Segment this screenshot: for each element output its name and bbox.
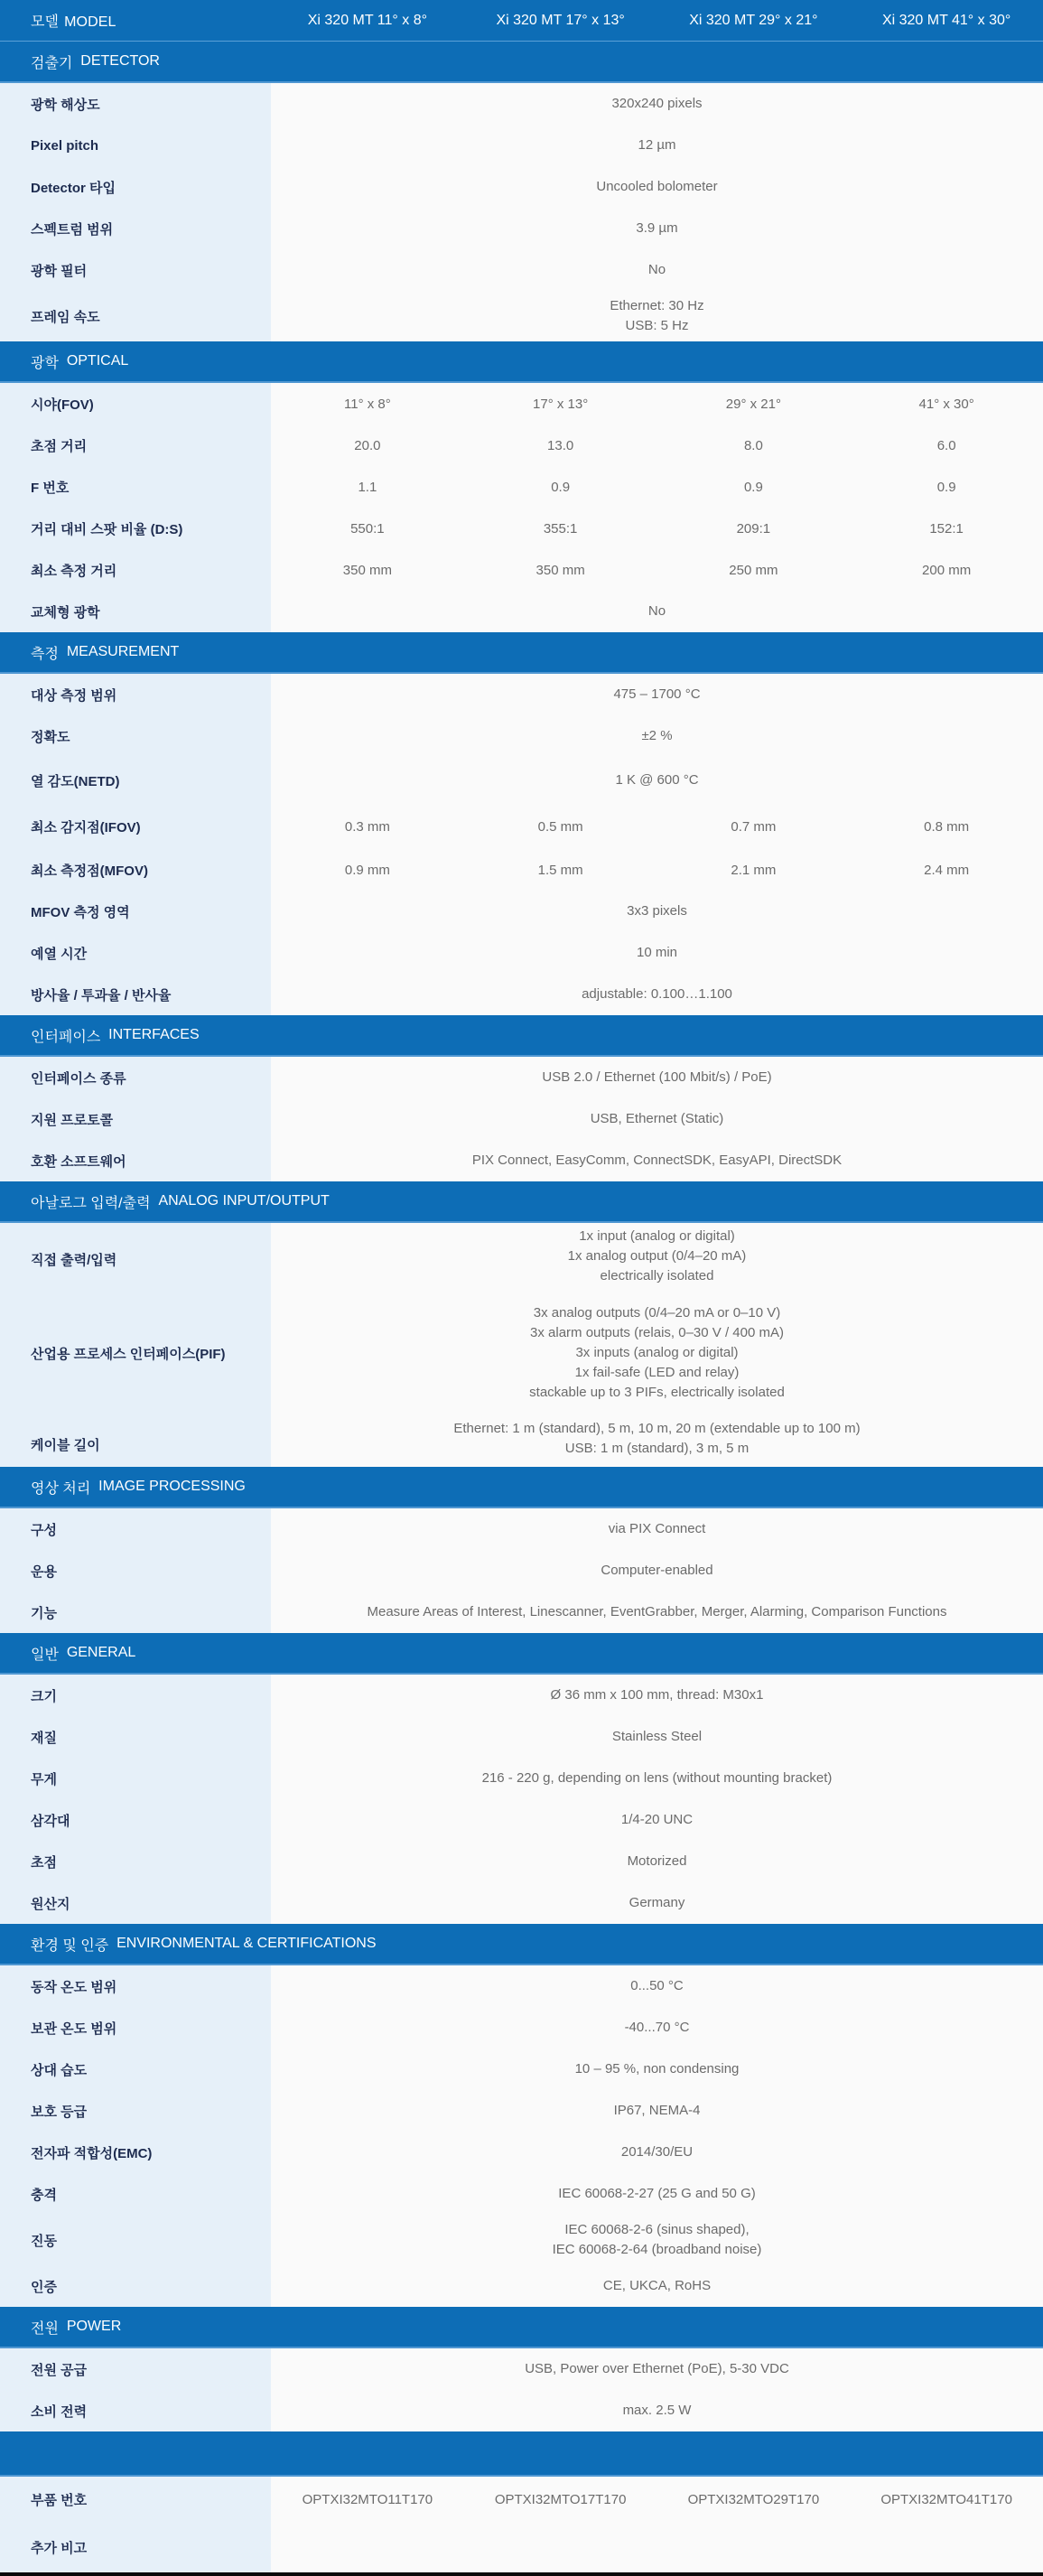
model-column-2: Xi 320 MT 17° x 13° (496, 12, 625, 28)
row-label: 추가 비고 (0, 2522, 271, 2572)
row-label: 크기 (0, 1675, 271, 1716)
row-label: 지원 프로토콜 (0, 1098, 271, 1140)
value-line: 1x analog output (0/4–20 mA) (567, 1248, 747, 1264)
row-label: 직접 출력/입력 (0, 1223, 271, 1295)
cell: 0.9 (936, 479, 956, 495)
cell: 350 mm (535, 562, 585, 578)
row-value: USB, Power over Ethernet (PoE), 5-30 VDC (525, 2361, 789, 2376)
row-value: 3x3 pixels (627, 903, 687, 919)
table-row (0, 2215, 1043, 2265)
row-value: Motorized (627, 1853, 687, 1869)
row-value: CE, UKCA, RoHS (602, 2278, 712, 2293)
section-header-general (0, 1633, 1043, 1675)
value-line: Ethernet: 1 m (standard), 5 m, 10 m, 20 m (extendable up to 100 m) (453, 1421, 861, 1436)
page-bottom-edge (0, 2572, 1043, 2576)
row-label: 상대 습도 (0, 2049, 271, 2090)
row-label: 최소 측정점(MFOV) (0, 849, 271, 891)
row-label: 충격 (0, 2173, 271, 2215)
cell: 550:1 (350, 520, 385, 537)
row-value: via PIX Connect (608, 1521, 706, 1536)
row-label: 시야(FOV) (0, 383, 271, 425)
row-label: 광학 해상도 (0, 83, 271, 125)
row-value: 0...50 °C (630, 1978, 684, 1993)
table-row (0, 166, 1043, 208)
row-value: 475 – 1700 °C (613, 686, 701, 702)
row-label: 열 감도(NETD) (0, 757, 271, 804)
row-label: 동작 온도 범위 (0, 1965, 271, 2007)
row-value: 1 K @ 600 °C (615, 772, 699, 788)
table-row (0, 291, 1043, 341)
section-header-interfaces (0, 1015, 1043, 1057)
model-column-1: Xi 320 MT 11° x 8° (307, 12, 427, 28)
table-row (0, 804, 1043, 849)
section-title-ko: 전원 (31, 2320, 59, 2337)
section-title-en: DETECTOR (80, 53, 160, 69)
value-line: Ethernet: 30 Hz (610, 298, 704, 313)
table-row (0, 2265, 1043, 2307)
table-row (0, 2049, 1043, 2090)
table-row (0, 757, 1043, 804)
cell: 8.0 (743, 437, 763, 453)
cell: 2.4 mm (924, 862, 970, 878)
row-label: 초점 (0, 1841, 271, 1882)
cell: 0.9 (551, 479, 571, 495)
model-column-3: Xi 320 MT 29° x 21° (689, 12, 818, 28)
table-row (0, 549, 1043, 591)
row-value: ±2 % (641, 728, 673, 743)
row-value: Ø 36 mm x 100 mm, thread: M30x1 (550, 1687, 764, 1703)
cell: 0.9 (743, 479, 763, 495)
row-label: MFOV 측정 영역 (0, 891, 271, 932)
cell: 0.8 mm (924, 818, 970, 835)
row-value (271, 2522, 1043, 2572)
section-title-ko: 아날로그 입력/출력 (31, 1195, 151, 1211)
cell: 1.1 (358, 479, 377, 495)
row-label: 거리 대비 스팟 비율 (D:S) (0, 508, 271, 549)
row-label: 방사율 / 투과율 / 반사율 (0, 974, 271, 1015)
cell: 0.3 mm (344, 818, 390, 835)
value-line: USB: 5 Hz (625, 318, 689, 333)
value-line: 1x input (analog or digital) (579, 1228, 735, 1244)
row-value: No (647, 603, 666, 619)
model-label-ko: 모델 (31, 14, 60, 30)
model-header-label (0, 10, 271, 31)
section-title-en: POWER (66, 2319, 122, 2334)
row-label: 광학 필터 (0, 249, 271, 291)
row-value: adjustable: 0.100…1.100 (582, 986, 732, 1002)
table-row (0, 1057, 1043, 1098)
table-row (0, 2522, 1043, 2572)
table-row (0, 2173, 1043, 2215)
cell: 209:1 (736, 520, 771, 537)
row-label: 초점 거리 (0, 425, 271, 466)
section-title-en: MEASUREMENT (66, 644, 180, 659)
section-title-en: GENERAL (66, 1645, 136, 1660)
table-row (0, 83, 1043, 125)
section-header-measurement (0, 632, 1043, 674)
row-value: 2014/30/EU (620, 2144, 694, 2160)
table-row (0, 1550, 1043, 1591)
row-value: Germany (629, 1895, 685, 1910)
table-row (0, 208, 1043, 249)
row-label: 부품 번호 (0, 2477, 271, 2522)
value-line: IEC 60068-2-6 (sinus shaped), (564, 2222, 750, 2237)
table-row (0, 1295, 1043, 1411)
section-header-image-processing (0, 1467, 1043, 1508)
table-row (0, 1411, 1043, 1467)
row-value (271, 2215, 1043, 2265)
cell: 41° x 30° (918, 396, 974, 412)
row-label: 진동 (0, 2215, 271, 2265)
row-label: 최소 측정 거리 (0, 549, 271, 591)
value-line: 3x inputs (analog or digital) (575, 1345, 739, 1360)
model-header-row (0, 0, 1043, 42)
section-title-en: IMAGE PROCESSING (98, 1479, 246, 1494)
cell: 200 mm (922, 562, 972, 578)
row-label: 소비 전력 (0, 2390, 271, 2431)
row-label: 예열 시간 (0, 932, 271, 974)
section-title-ko: 인터페이스 (31, 1029, 101, 1045)
row-value: 320x240 pixels (611, 96, 703, 111)
table-row (0, 1965, 1043, 2007)
row-value (271, 291, 1043, 341)
row-value: 10 – 95 %, non condensing (574, 2061, 740, 2077)
row-value: 3.9 µm (636, 220, 678, 236)
table-row (0, 2090, 1043, 2132)
model-column-4: Xi 320 MT 41° x 30° (881, 12, 1011, 28)
section-header-analog (0, 1181, 1043, 1223)
row-label: Detector 타입 (0, 166, 271, 208)
table-row (0, 891, 1043, 932)
section-title-ko: 측정 (31, 646, 59, 662)
row-value: PIX Connect, EasyComm, ConnectSDK, EasyAPI, DirectSDK (471, 1153, 843, 1168)
section-title-ko: 검출기 (31, 55, 73, 71)
row-label: 보관 온도 범위 (0, 2007, 271, 2049)
table-row (0, 1140, 1043, 1181)
cell: 2.1 mm (731, 862, 777, 878)
row-value: USB 2.0 / Ethernet (100 Mbit/s) / PoE) (542, 1069, 772, 1085)
table-row (0, 249, 1043, 291)
cell: 355:1 (543, 520, 578, 537)
row-label: 정확도 (0, 715, 271, 757)
model-label-en: MODEL (64, 14, 116, 30)
row-value (271, 1223, 1043, 1295)
row-label: 재질 (0, 1716, 271, 1758)
table-row (0, 1223, 1043, 1295)
table-row (0, 466, 1043, 508)
row-value: 216 - 220 g, depending on lens (without mounting bracket) (481, 1770, 833, 1786)
row-label: 삼각대 (0, 1799, 271, 1841)
table-row (0, 591, 1043, 632)
row-label: 보호 등급 (0, 2090, 271, 2132)
row-label: 산업용 프로세스 인터페이스(PIF) (0, 1295, 271, 1411)
table-row (0, 1675, 1043, 1716)
row-value: 1/4-20 UNC (620, 1812, 694, 1827)
row-value: 10 min (636, 945, 678, 960)
row-value (271, 1411, 1043, 1467)
section-title-ko: 영상 처리 (31, 1480, 91, 1497)
row-value: 12 µm (638, 137, 676, 153)
table-row (0, 974, 1043, 1015)
value-line: 3x alarm outputs (relais, 0–30 V / 400 mA) (530, 1325, 784, 1340)
row-label: 전자파 적합성(EMC) (0, 2132, 271, 2173)
value-line: 1x fail-safe (LED and relay) (574, 1365, 740, 1380)
table-row (0, 1098, 1043, 1140)
table-row (0, 1841, 1043, 1882)
cell: 0.5 mm (537, 818, 583, 835)
row-label: 스펙트럼 범위 (0, 208, 271, 249)
cell: 350 mm (342, 562, 392, 578)
section-title-en: ANALOG INPUT/OUTPUT (158, 1193, 330, 1209)
cell: 1.5 mm (537, 862, 583, 878)
row-value: Stainless Steel (611, 1729, 703, 1744)
part-number: OPTXI32MTO41T170 (880, 2491, 1012, 2507)
table-row (0, 674, 1043, 715)
row-value: max. 2.5 W (622, 2403, 692, 2418)
row-value: No (647, 262, 666, 277)
row-label: 최소 감지점(IFOV) (0, 804, 271, 849)
section-title-en: ENVIRONMENTAL & CERTIFICATIONS (116, 1936, 377, 1951)
row-value: -40...70 °C (624, 2020, 690, 2035)
row-label: 기능 (0, 1591, 271, 1633)
row-label: 교체형 광학 (0, 591, 271, 632)
section-header-detector (0, 42, 1043, 83)
row-value: USB, Ethernet (Static) (590, 1111, 724, 1126)
table-row (0, 1591, 1043, 1633)
value-line: 3x analog outputs (0/4–20 mA or 0–10 V) (533, 1305, 781, 1321)
row-label: Pixel pitch (0, 125, 271, 166)
cell: 152:1 (929, 520, 964, 537)
table-row (0, 2007, 1043, 2049)
table-row (0, 2348, 1043, 2390)
value-line: electrically isolated (600, 1268, 714, 1283)
cell: 0.7 mm (731, 818, 777, 835)
row-value: Computer-enabled (601, 1563, 713, 1578)
row-value: IP67, NEMA-4 (613, 2103, 701, 2118)
cell: 17° x 13° (533, 396, 589, 412)
table-row (0, 932, 1043, 974)
row-label: 운용 (0, 1550, 271, 1591)
table-row (0, 1799, 1043, 1841)
value-line: stackable up to 3 PIFs, electrically isolated (529, 1385, 785, 1400)
row-label: 인증 (0, 2265, 271, 2307)
row-label: 대상 측정 범위 (0, 674, 271, 715)
table-row (0, 715, 1043, 757)
section-title-en: INTERFACES (108, 1027, 200, 1042)
table-row (0, 425, 1043, 466)
row-label: 호환 소프트웨어 (0, 1140, 271, 1181)
row-label: 케이블 길이 (0, 1411, 271, 1467)
row-value: Uncooled bolometer (596, 179, 718, 194)
part-number: OPTXI32MTO17T170 (494, 2491, 627, 2507)
section-title-en: OPTICAL (66, 353, 129, 369)
row-label: 인터페이스 종류 (0, 1057, 271, 1098)
section-header-ordering (0, 2431, 1043, 2477)
row-value: Measure Areas of Interest, Linescanner, EventGrabber, Merger, Alarming, Comparison Functions (367, 1604, 947, 1619)
cell: 13.0 (547, 437, 574, 453)
cell: 20.0 (354, 437, 381, 453)
section-header-environmental (0, 1924, 1043, 1965)
cell: 6.0 (936, 437, 956, 453)
row-label: F 번호 (0, 466, 271, 508)
row-label: 구성 (0, 1508, 271, 1550)
value-line: IEC 60068-2-64 (broadband noise) (552, 2242, 762, 2257)
table-row (0, 1882, 1043, 1924)
cell: 11° x 8° (344, 396, 391, 412)
table-row (0, 1508, 1043, 1550)
row-label: 전원 공급 (0, 2348, 271, 2390)
cell: 250 mm (729, 562, 778, 578)
table-row (0, 383, 1043, 425)
table-row (0, 508, 1043, 549)
table-row (0, 1758, 1043, 1799)
section-title-ko: 환경 및 인증 (31, 1937, 109, 1954)
value-line: USB: 1 m (standard), 3 m, 5 m (564, 1441, 750, 1456)
row-value: IEC 60068-2-27 (25 G and 50 G) (558, 2186, 756, 2201)
table-row (0, 2477, 1043, 2522)
cell: 0.9 mm (344, 862, 390, 878)
section-title-ko: 광학 (31, 355, 59, 371)
table-row (0, 125, 1043, 166)
table-row (0, 849, 1043, 891)
row-label: 무게 (0, 1758, 271, 1799)
section-header-power (0, 2307, 1043, 2348)
row-label: 프레임 속도 (0, 291, 271, 341)
row-value (271, 1295, 1043, 1411)
section-title-ko: 일반 (31, 1647, 59, 1663)
part-number: OPTXI32MTO29T170 (687, 2491, 820, 2507)
row-label: 원산지 (0, 1882, 271, 1924)
table-row (0, 2390, 1043, 2431)
part-number: OPTXI32MTO11T170 (302, 2491, 433, 2507)
cell: 29° x 21° (725, 396, 781, 412)
table-row (0, 1716, 1043, 1758)
section-header-optical (0, 341, 1043, 383)
table-row (0, 2132, 1043, 2173)
